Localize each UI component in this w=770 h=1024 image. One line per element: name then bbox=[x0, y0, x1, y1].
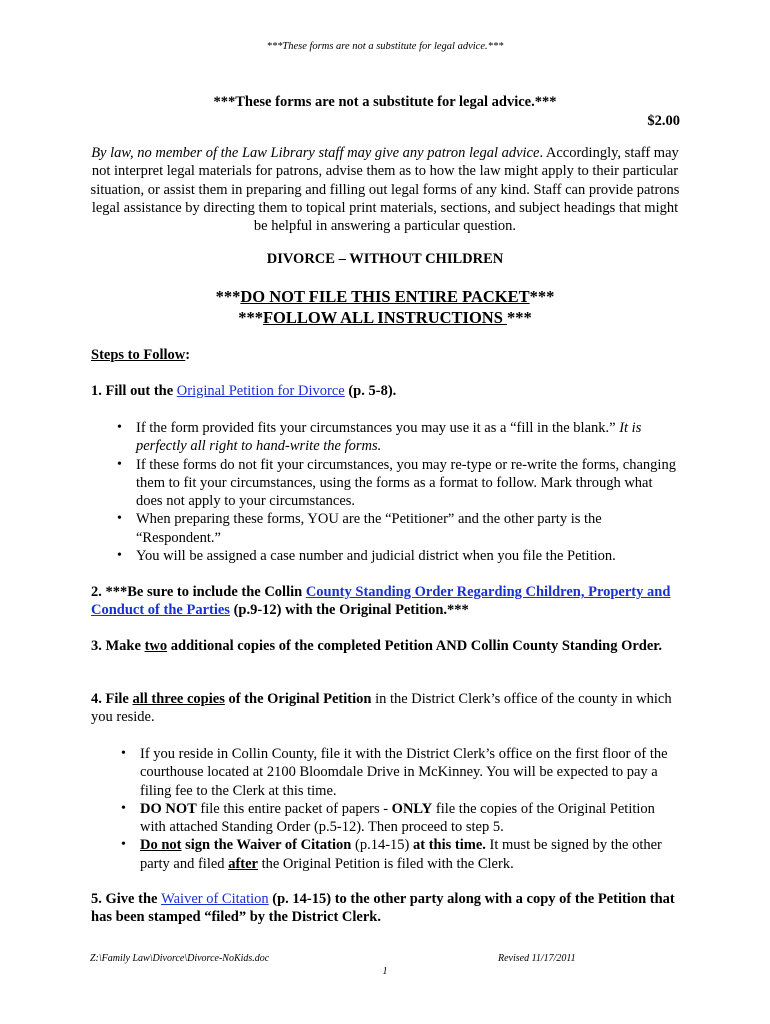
step-1-pages: (p. 5-8). bbox=[344, 383, 397, 399]
bullet-bold: at this time. bbox=[412, 837, 486, 854]
bullet-text: When preparing these forms, YOU are the “Petitioner” and the other party is the “Respondent.” bbox=[136, 511, 602, 546]
warning-follow-instructions-text: FOLLOW ALL INSTRUCTIONS bbox=[262, 308, 508, 327]
step-5 bbox=[91, 890, 681, 927]
step-5-text: 5. Give the bbox=[91, 891, 162, 907]
page-header-disclaimer: ***These forms are not a substitute for legal advice.*** bbox=[266, 41, 504, 52]
price-label: $2.00 bbox=[647, 113, 680, 129]
intro-text: . Accordingly, staff may not interpret legal materials for patrons, advise them as to how the law might apply to their particular situation, or assist them in preparing and filling out legal forms of any kind. Staff can provide patrons legal assistance by directing them to topical print materials, sections, and subject headings that might be helpful in answering a particular question. bbox=[90, 145, 680, 235]
step-2-text-end: (p.9-12) with the Original Petition.*** bbox=[229, 602, 469, 619]
warning-follow-instructions bbox=[0, 308, 770, 328]
document-title-disclaimer: ***These forms are not a substitute for legal advice.*** bbox=[213, 94, 557, 110]
list-item bbox=[117, 419, 676, 456]
warning-stars: *** bbox=[215, 287, 241, 306]
bullet-text: file this entire packet of papers - bbox=[196, 800, 392, 817]
bullet-icon: • bbox=[121, 800, 126, 816]
bullet-icon: • bbox=[121, 837, 126, 853]
list-item bbox=[121, 836, 680, 873]
step-2-text: 2. ***Be sure to include the Collin bbox=[91, 584, 306, 600]
intro-paragraph bbox=[88, 144, 682, 235]
bullet-icon: • bbox=[121, 746, 126, 761]
bullet-bold: ONLY bbox=[391, 800, 433, 817]
list-item bbox=[121, 745, 680, 800]
bullet-icon: • bbox=[117, 420, 122, 435]
step-3-text: 3. Make bbox=[91, 638, 145, 654]
original-petition-link[interactable]: Original Petition for Divorce bbox=[176, 383, 345, 399]
list-item bbox=[121, 800, 680, 837]
bullet-bold: sign the Waiver of Citation bbox=[181, 837, 352, 854]
steps-heading-colon: : bbox=[185, 347, 191, 363]
bullet-text: If you reside in Collin County, file it with the District Clerk’s office on the first floor of the courthouse located at 2100 Bloomdale Drive in McKinney. You will be expected to pay a filing fee to the Clerk at this time. bbox=[140, 746, 668, 799]
step-1-text: 1. Fill out the bbox=[91, 383, 177, 399]
bullet-text: (p.14-15) bbox=[351, 837, 413, 854]
bullet-icon: • bbox=[117, 548, 122, 564]
list-item bbox=[117, 456, 676, 511]
warning-do-not-file-text: DO NOT FILE THIS ENTIRE PACKET bbox=[240, 287, 530, 306]
list-item bbox=[117, 510, 676, 547]
steps-heading-label: Steps to Follow bbox=[91, 347, 186, 363]
waiver-of-citation-link[interactable]: Waiver of Citation bbox=[161, 891, 269, 907]
step-3-text-end: additional copies of the completed Petition AND Collin County Standing Order. bbox=[167, 638, 663, 654]
step-4-bullets bbox=[121, 745, 680, 873]
step-4-underlined: all three copies bbox=[132, 691, 225, 707]
bullet-italic-text: It is perfectly all right to hand-write the forms. bbox=[136, 420, 642, 455]
warning-do-not-file bbox=[0, 287, 770, 307]
step-1-bullets bbox=[117, 419, 676, 565]
step-4-text: 4. File bbox=[91, 691, 133, 707]
bullet-text: file the copies of the Original Petition with attached Standing Order (p.5-12). Then proceed to step 5. bbox=[140, 800, 655, 836]
footer-file-path: Z:\Family Law\Divorce\Divorce-NoKids.doc bbox=[90, 953, 270, 964]
warning-stars: *** bbox=[507, 308, 532, 327]
section-title: DIVORCE – WITHOUT CHILDREN bbox=[266, 251, 504, 267]
steps-heading bbox=[91, 347, 190, 364]
bullet-text: If these forms do not fit your circumstances, you may re-type or re-write the forms, changing them to fit your circumstances, using the forms as a format to follow. Mark through what does not apply to your circumstances. bbox=[136, 456, 676, 510]
bullet-bold: DO NOT bbox=[140, 800, 197, 817]
step-5-text-end: (p. 14-15) to the other party along with a copy of the Petition that has been stamped “filed” by the District Clerk. bbox=[91, 891, 675, 926]
warning-stars: *** bbox=[238, 308, 263, 327]
warning-stars: *** bbox=[529, 287, 555, 306]
list-item bbox=[117, 547, 676, 565]
step-2 bbox=[91, 583, 681, 620]
standing-order-link[interactable]: County Standing Order Regarding Children, Property and Conduct of the Parties bbox=[91, 584, 671, 619]
bullet-bold-underlined: Do not bbox=[140, 837, 182, 854]
bullet-bold-underlined: after bbox=[228, 855, 258, 872]
step-3-underlined: two bbox=[144, 638, 168, 654]
bullet-text: It must be signed by the other party and filed bbox=[140, 837, 662, 872]
bullet-text: the Original Petition is filed with the Clerk. bbox=[257, 855, 514, 872]
intro-italic-text: By law, no member of the Law Library staff may give any patron legal advice bbox=[91, 145, 540, 161]
step-1 bbox=[91, 382, 681, 400]
step-4 bbox=[91, 690, 681, 727]
footer-revised-date: Revised 11/17/2011 bbox=[498, 953, 576, 964]
bullet-icon: • bbox=[117, 456, 122, 472]
step-4-plain: in the District Clerk’s office of the county in which you reside. bbox=[91, 691, 672, 726]
bullet-text: If the form provided fits your circumstances you may use it as a “fill in the blank.” bbox=[136, 420, 620, 436]
bullet-icon: • bbox=[117, 511, 122, 527]
bullet-text: You will be assigned a case number and judicial district when you file the Petition. bbox=[136, 548, 616, 565]
footer-page-number: 1 bbox=[382, 966, 388, 977]
step-4-bold: of the Original Petition bbox=[224, 691, 372, 707]
step-3 bbox=[91, 637, 681, 655]
